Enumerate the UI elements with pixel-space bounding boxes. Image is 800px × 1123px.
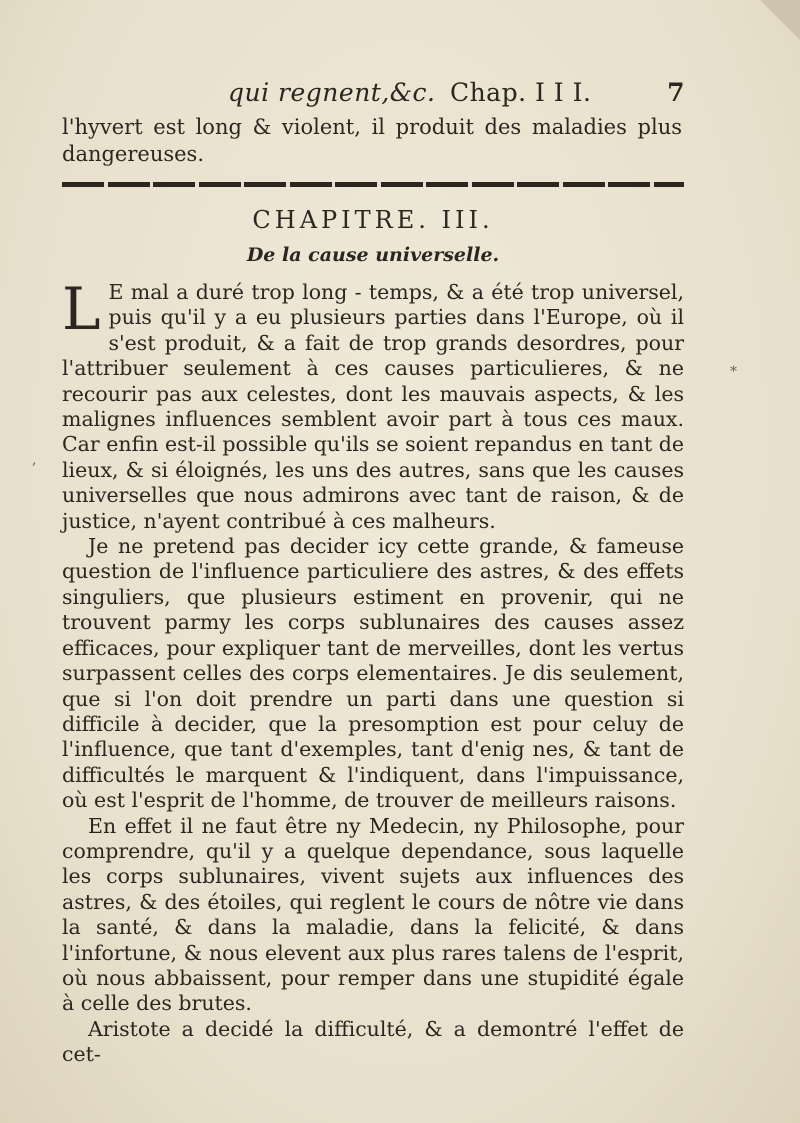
chapter-reference: Chap. I I I. [449,78,592,107]
paragraph-text: E mal a duré trop long - temps, & a été trop universel, puis qu'il y a eu plusieurs parties dans l'Europe, où il s'est produit, & a fait de trop grands desordres, pour l'attribuer seulement à ces causes particulieres, & ne recourir pas aux celestes, dont les mauvais aspects, & les malignes influences semblent avoir part à tous ces maux. Car enfin est-il possible qu'ils se soient repandus en tant de lieux, & si éloignés, les uns des autres, sans que les causes universelles que nous admirons avec tant de raison, & de justice, n'ayent contribué à ces malheurs. [62,280,684,533]
page-number: 7 [667,78,685,107]
page-corner [760,0,800,40]
margin-mark: , [32,452,37,468]
chapter-body [62,275,684,1068]
drop-cap: L [62,275,101,343]
carry-over-text: l'hyvert est long & violent, il produit des maladies plus dangereuses. [62,115,682,166]
paragraph [62,275,684,534]
running-header [228,78,685,114]
chapter-subtitle: De la cause universelle. [246,244,500,266]
ornamental-rule [62,182,684,187]
running-title: qui regnent,&c. [228,78,436,107]
chapter-title: CHAPITRE. III. [252,206,494,234]
paragraph: En effet il ne faut être ny Medecin, ny Philosophe, pour comprendre, qu'il y a quelque dependance, sous laquelle les corps sublunaires, vivent sujets aux influences des astres, & des étoiles, qui reglent le cours de nôtre vie dans la santé, & dans la maladie, dans la felicité, & dans l'infortune, & nous elevent aux plus rares talens de l'esprit, où nous abbaissent, pour remper dans une stupidité égale à celle des brutes. [62,813,684,1016]
paragraph: Aristote a decidé la difficulté, & a demontré l'effet de cet- [62,1016,684,1067]
paragraph: Je ne pretend pas decider icy cette grande, & fameuse question de l'influence particuliere des astres, & des effets singuliers, que plusieurs estiment en provenir, qui ne trouvent parmy les corps sublunaires des causes assez efficaces, pour expliquer tant de merveilles, dont les vertus surpassent celles des corps elementaires. Je dis seulement, que si l'on doit prendre un parti dans une question si difficile à decider, que la presomption est pour celuy de l'influence, que tant d'exemples, tant d'enig nes, & tant de difficultés le marquent & l'indiquent, dans l'impuissance, où est l'esprit de l'homme, de trouver de meilleurs raisons. [62,534,684,813]
margin-mark: * [730,364,737,380]
